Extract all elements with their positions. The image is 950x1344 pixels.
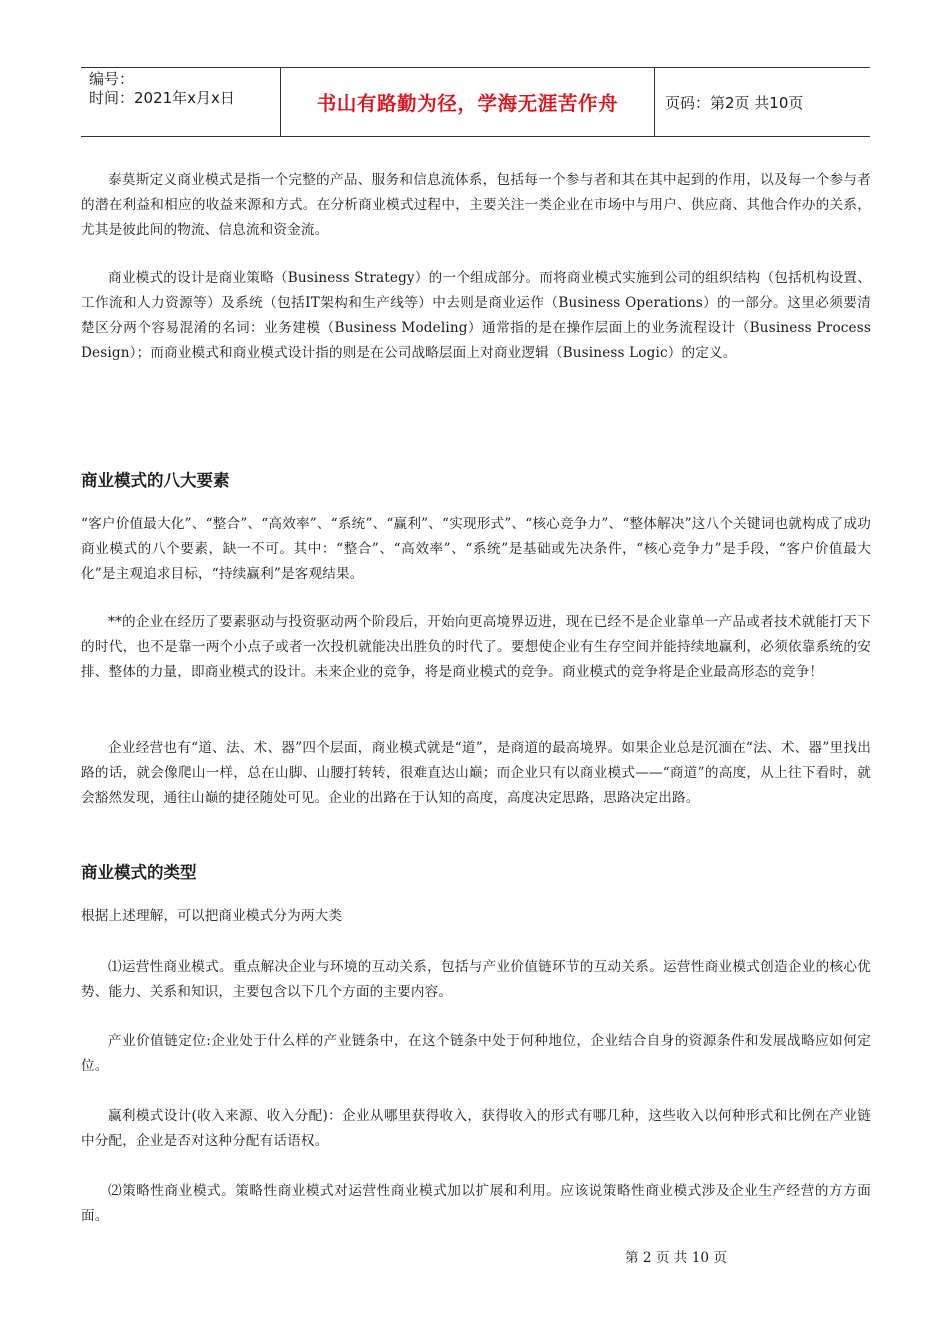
footer-page-number: 第 2 页 共 10 页 <box>625 1250 727 1266</box>
paragraph-design: 商业模式的设计是商业策略（Business Strategy）的一个组成部分。而将商业模式实施到公司的组织结构（包括机构设置、工作流和人力资源等）及系统（包括IT架构和生产线等）中去则是商业运作（Business Operations）的一部分。这里必须要清楚区分两个容易混淆的名词：业务建模（Business Modeling）通常指的是在操作层面上的业务流程设计（Business Process Design）；而商业模式和商业模式设计指的则是在公司战略层面上对商业逻辑（Business Logic）的定义。 <box>81 270 871 361</box>
paragraph-profit-model: 赢利模式设计(收入来源、收入分配)：企业从哪里获得收入，获得收入的形式有哪几种，这些收入以何种形式和比例在产业链中分配，企业是否对这种分配有话语权。 <box>81 1108 871 1149</box>
section-heading-elements: 商业模式的八大要素 <box>81 471 230 490</box>
section-heading-types: 商业模式的类型 <box>81 863 197 882</box>
paragraph-operational-model: ⑴运营性商业模式。重点解决企业与环境的互动关系，包括与产业价值链环节的互动关系。运营性商业模式创造企业的核心优势、能力、关系和知识，主要包含以下几个方面的主要内容。 <box>81 959 871 1000</box>
header-motto-cell <box>281 68 655 136</box>
header-page-cell <box>655 68 870 136</box>
paragraph-value-chain: 产业价值链定位:企业处于什么样的产业链条中，在这个链条中处于何种地位，企业结合自身的资源条件和发展战略应如何定位。 <box>81 1033 871 1074</box>
header-motto: 书山有路勤为径，学海无涯苦作舟 <box>316 92 619 115</box>
paragraph-types-intro: 根据上述理解，可以把商业模式分为两大类 <box>81 908 343 924</box>
document-date-label: 时间：2021年x月x日 <box>89 89 235 107</box>
paragraph-competition: **的企业在经历了要素驱动与投资驱动两个阶段后，开始向更高境界迈进，现在已经不是企业靠单一产品或者技术就能打天下的时代，也不是靠一两个小点子或者一次投机就能决出胜负的时代了。要想使企业有生存空间并能持续地赢利，必须依靠系统的安排、整体的力量，即商业模式的设计。未来企业的竞争，将是商业模式的竞争。商业模式的竞争将是企业最高形态的竞争！ <box>81 614 871 680</box>
header-left-cell <box>81 68 281 136</box>
paragraph-eight-keywords: “客户价值最大化”、“整合”、“高效率”、“系统”、“赢利”、“实现形式”、“核心竞争力”、“整体解决”这八个关键词也就构成了成功商业模式的八个要素，缺一不可。其中：“整合”、“高效率”、“系统”是基础或先决条件，“核心竞争力”是手段，“客户价值最大化”是主观追求目标，“持续赢利”是客观结果。 <box>81 516 871 582</box>
header-page-info: 页码：第2页 共10页 <box>665 93 804 112</box>
paragraph-strategic-model: ⑵策略性商业模式。策略性商业模式对运营性商业模式加以扩展和利用。应该说策略性商业模式涉及企业生产经营的方方面面。 <box>81 1183 871 1224</box>
document-number-label: 编号： <box>89 70 135 88</box>
header-table <box>81 67 870 137</box>
paragraph-dao: 企业经营也有“道、法、术、器”四个层面，商业模式就是“道”，是商道的最高境界。如果企业总是沉湎在“法、术、器”里找出路的话，就会像爬山一样，总在山脚、山腰打转转，很难直达山巅；而企业只有以商业模式——“商道”的高度，从上往下看时，就会豁然发现，通往山巅的捷径随处可见。企业的出路在于认知的高度，高度决定思路，思路决定出路。 <box>81 740 871 806</box>
paragraph-definition: 泰莫斯定义商业模式是指一个完整的产品、服务和信息流体系，包括每一个参与者和其在其中起到的作用，以及每一个参与者的潜在利益和相应的收益来源和方式。在分析商业模式过程中，主要关注一类企业在市场中与用户、供应商、其他合作办的关系，尤其是彼此间的物流、信息流和资金流。 <box>81 172 871 238</box>
